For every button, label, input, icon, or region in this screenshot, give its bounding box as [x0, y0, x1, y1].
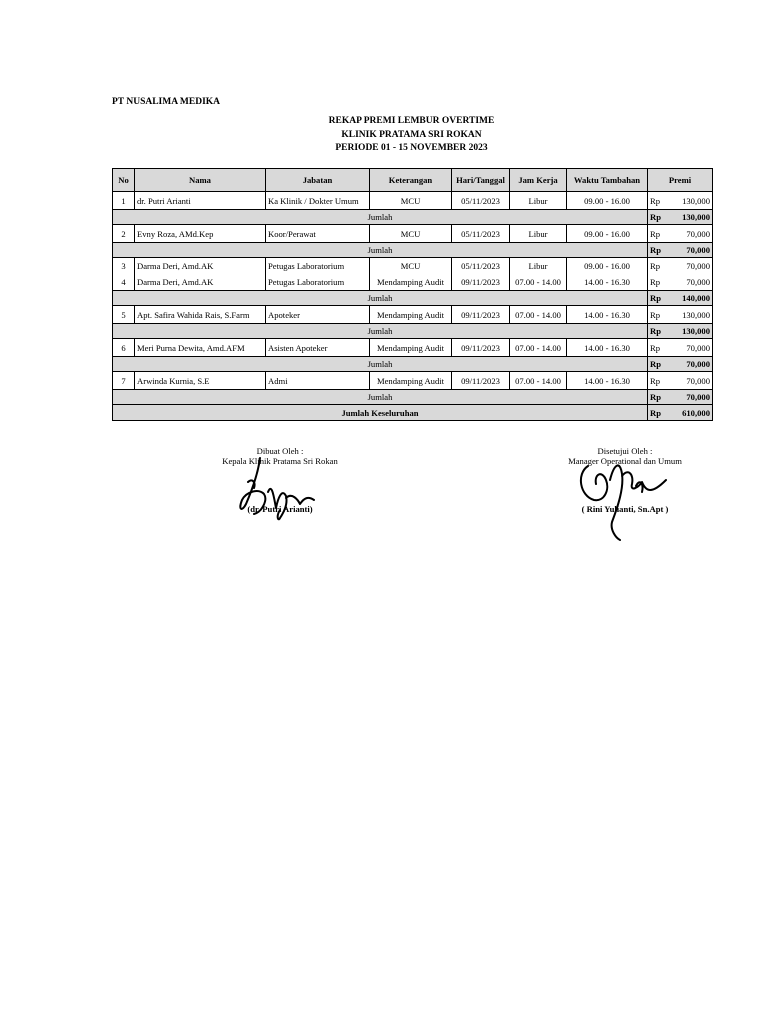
cell-jabatan: Admi	[266, 372, 370, 390]
subtotal-label: Jumlah	[113, 291, 648, 306]
cell-no: 2	[113, 225, 135, 243]
cell-jam-kerja: 07.00 - 14.00	[510, 372, 567, 390]
cell-jabatan: Koor/Perawat	[266, 225, 370, 243]
document-title	[112, 115, 711, 156]
cell-waktu-tambahan: 09.00 - 16.00	[567, 192, 648, 210]
subtotal-label: Jumlah	[113, 243, 648, 258]
cell-tanggal: 05/11/2023	[452, 192, 510, 210]
subtotal-value: 70,000	[668, 357, 713, 372]
cell-keterangan: Mendamping Audit	[370, 306, 452, 324]
cell-premi: 70,000	[668, 372, 713, 390]
cell-jabatan: Petugas Laboratorium	[266, 258, 370, 275]
subtotal-value: 130,000	[668, 210, 713, 225]
cell-nama: dr. Putri Arianti	[135, 192, 266, 210]
signature-role-right: Manager Operational dan Umum	[568, 456, 682, 466]
cell-waktu-tambahan: 09.00 - 16.00	[567, 258, 648, 275]
header-nama: Nama	[135, 169, 266, 192]
subtotal-label: Jumlah	[113, 324, 648, 339]
header-jam-kerja: Jam Kerja	[510, 169, 567, 192]
signature-role-left: Kepala Klinik Pratama Sri Rokan	[222, 456, 338, 466]
title-line-3: PERIODE 01 - 15 NOVEMBER 2023	[335, 143, 488, 153]
cell-tanggal: 05/11/2023	[452, 225, 510, 243]
cell-nama: Evny Roza, AMd.Kep	[135, 225, 266, 243]
header-tanggal: Hari/Tanggal	[452, 169, 510, 192]
cell-waktu-tambahan: 09.00 - 16.00	[567, 225, 648, 243]
cell-nama: Arwinda Kurnia, S.E	[135, 372, 266, 390]
subtotal-row	[113, 357, 713, 372]
cell-premi: 70,000	[668, 258, 713, 275]
cell-premi: 70,000	[668, 274, 713, 291]
title-line-1: REKAP PREMI LEMBUR OVERTIME	[328, 116, 495, 126]
cell-tanggal: 09/11/2023	[452, 274, 510, 291]
cell-premi: 70,000	[668, 225, 713, 243]
cell-currency: Rp	[648, 258, 668, 275]
cell-no: 6	[113, 339, 135, 357]
cell-jam-kerja: Libur	[510, 192, 567, 210]
subtotal-label: Jumlah	[113, 210, 648, 225]
cell-currency: Rp	[648, 339, 668, 357]
cell-keterangan: MCU	[370, 258, 452, 275]
subtotal-value: 70,000	[668, 390, 713, 405]
title-line-2: KLINIK PRATAMA SRI ROKAN	[341, 129, 482, 140]
cell-premi: 130,000	[668, 192, 713, 210]
subtotal-row	[113, 210, 713, 225]
grand-total-row	[113, 405, 713, 421]
table-row	[113, 306, 713, 324]
cell-currency: Rp	[648, 306, 668, 324]
cell-keterangan: Mendamping Audit	[370, 372, 452, 390]
table-header-row	[113, 169, 713, 192]
cell-tanggal: 09/11/2023	[452, 372, 510, 390]
subtotal-currency: Rp	[648, 324, 668, 339]
handwritten-signature-right	[570, 440, 670, 544]
cell-currency: Rp	[648, 274, 668, 291]
cell-premi: 70,000	[668, 339, 713, 357]
handwritten-signature-left	[228, 452, 328, 524]
cell-waktu-tambahan: 14.00 - 16.30	[567, 306, 648, 324]
subtotal-currency: Rp	[648, 210, 668, 225]
cell-no: 5	[113, 306, 135, 324]
header-jabatan: Jabatan	[266, 169, 370, 192]
cell-currency: Rp	[648, 372, 668, 390]
cell-keterangan: MCU	[370, 225, 452, 243]
cell-tanggal: 09/11/2023	[452, 306, 510, 324]
cell-waktu-tambahan: 14.00 - 16.30	[567, 372, 648, 390]
cell-jabatan: Asisten Apoteker	[266, 339, 370, 357]
table-row	[113, 339, 713, 357]
grand-total-label: Jumlah Keseluruhan	[113, 405, 648, 421]
cell-jabatan: Petugas Laboratorium	[266, 274, 370, 291]
cell-nama: Apt. Safira Wahida Rais, S.Farm	[135, 306, 266, 324]
table-row	[113, 258, 713, 275]
cell-no: 3	[113, 258, 135, 275]
subtotal-label: Jumlah	[113, 390, 648, 405]
grand-total-value: 610,000	[668, 405, 713, 421]
cell-currency: Rp	[648, 192, 668, 210]
signature-caption-right: Disetujui Oleh :	[597, 446, 653, 456]
table-row	[113, 274, 713, 291]
cell-jam-kerja: 07.00 - 14.00	[510, 274, 567, 291]
signature-name-right: ( Rini Yulianti, Sn.Apt )	[581, 504, 669, 514]
cell-keterangan: Mendamping Audit	[370, 274, 452, 291]
header-no: No	[113, 169, 135, 192]
subtotal-value: 130,000	[668, 324, 713, 339]
cell-jabatan: Apoteker	[266, 306, 370, 324]
cell-jam-kerja: 07.00 - 14.00	[510, 339, 567, 357]
overtime-table	[112, 168, 713, 421]
signature-name-left: (dr. Putri Arianti)	[247, 504, 313, 514]
subtotal-row	[113, 243, 713, 258]
subtotal-currency: Rp	[648, 390, 668, 405]
subtotal-row	[113, 291, 713, 306]
subtotal-currency: Rp	[648, 291, 668, 306]
cell-keterangan: Mendamping Audit	[370, 339, 452, 357]
header-keterangan: Keterangan	[370, 169, 452, 192]
subtotal-label: Jumlah	[113, 357, 648, 372]
cell-tanggal: 09/11/2023	[452, 339, 510, 357]
subtotal-currency: Rp	[648, 243, 668, 258]
cell-no: 4	[113, 274, 135, 291]
cell-jabatan: Ka Klinik / Dokter Umum	[266, 192, 370, 210]
cell-tanggal: 05/11/2023	[452, 258, 510, 275]
header-premi: Premi	[648, 169, 713, 192]
cell-jam-kerja: 07.00 - 14.00	[510, 306, 567, 324]
table-row	[113, 225, 713, 243]
cell-waktu-tambahan: 14.00 - 16.30	[567, 274, 648, 291]
grand-total-currency: Rp	[648, 405, 668, 421]
cell-currency: Rp	[648, 225, 668, 243]
cell-nama: Meri Purna Dewita, Amd.AFM	[135, 339, 266, 357]
subtotal-row	[113, 324, 713, 339]
cell-jam-kerja: Libur	[510, 258, 567, 275]
subtotal-row	[113, 390, 713, 405]
cell-waktu-tambahan: 14.00 - 16.30	[567, 339, 648, 357]
cell-keterangan: MCU	[370, 192, 452, 210]
table-row	[113, 192, 713, 210]
table-row	[113, 372, 713, 390]
subtotal-value: 70,000	[668, 243, 713, 258]
cell-jam-kerja: Libur	[510, 225, 567, 243]
cell-nama: Darma Deri, Amd.AK	[135, 258, 266, 275]
subtotal-value: 140,000	[668, 291, 713, 306]
cell-no: 7	[113, 372, 135, 390]
cell-no: 1	[113, 192, 135, 210]
cell-nama: Darma Deri, Amd.AK	[135, 274, 266, 291]
cell-premi: 130,000	[668, 306, 713, 324]
company-name: PT NUSALIMA MEDIKA	[112, 97, 221, 107]
header-waktu-tambahan: Waktu Tambahan	[567, 169, 648, 192]
signature-caption-left: Dibuat Oleh :	[256, 446, 304, 456]
subtotal-currency: Rp	[648, 357, 668, 372]
